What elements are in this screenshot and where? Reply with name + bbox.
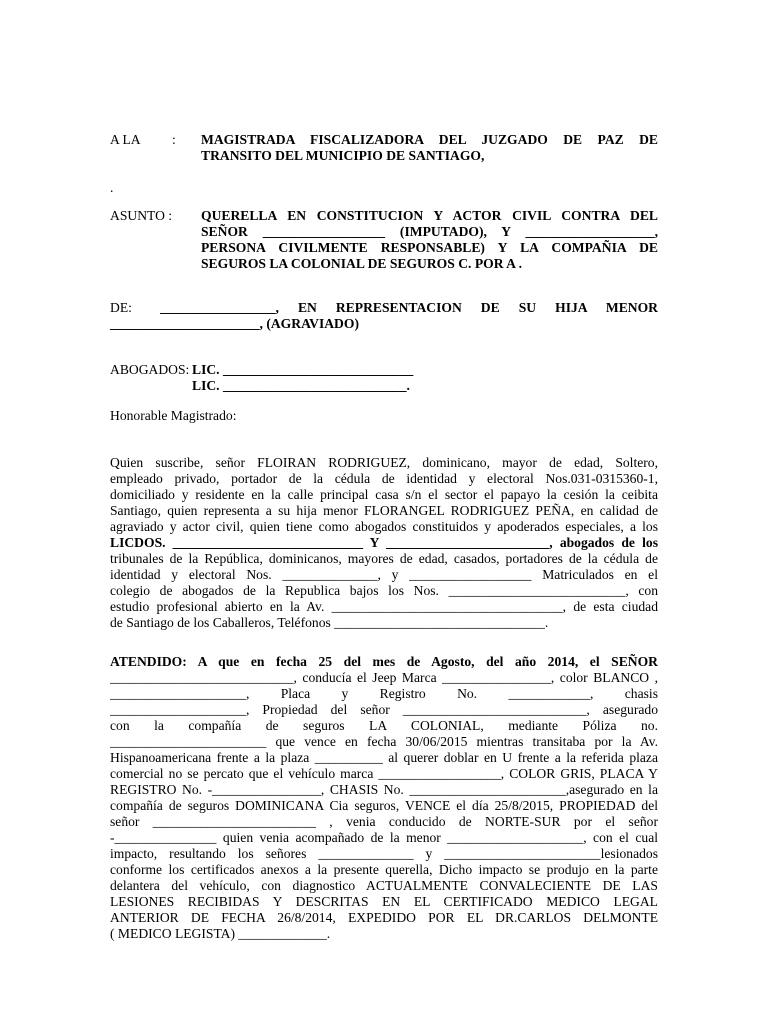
- subject-label: ASUNTO :: [110, 208, 173, 223]
- paragraph-line: -_______________ quien venia acompañado de la menor ____________________, con el cual: [110, 830, 658, 845]
- paragraph-line: identidad y electoral Nos. ______________, y __________________ Matriculados en el: [110, 567, 658, 582]
- paragraph-line: con la compañía de seguros LA COLONIAL, mediante Póliza no.: [110, 718, 658, 733]
- paragraph-line: compañía de seguros DOMINICANA Cia seguros, VENCE el día 25/8/2015, PROPIEDAD del: [110, 798, 658, 813]
- subject-text: [201, 208, 658, 272]
- paragraph-line: tribunales de la República, dominicanos, mayores de edad, casados, portadores de la cédula de: [110, 551, 658, 566]
- paragraph-line: REGISTRO No. -________________, CHASIS No. _______________________,asegurado en la: [110, 782, 658, 797]
- paragraph-line: Santiago, quien representa a su hija menor FLORANGEL RODRIGUEZ PEÑA, en calidad de: [110, 503, 658, 518]
- lawyer-line: LIC. ____________________________: [192, 362, 414, 377]
- lawyers-label: ABOGADOS:: [110, 362, 190, 377]
- addressee-colon: :: [172, 132, 176, 147]
- paragraph-line: estudio profesional abierto en la Av. __________________________________, de esta ciudad: [110, 599, 658, 614]
- from-label: DE:: [110, 300, 132, 315]
- addressee-line: MAGISTRADA FISCALIZADORA DEL JUZGADO DE PAZ DE: [201, 132, 658, 147]
- addressee-line: TRANSITO DEL MUNICIPIO DE SANTIAGO,: [201, 148, 485, 163]
- subject-line: SEÑOR __________________ (IMPUTADO), Y ___________________,: [201, 224, 658, 239]
- paragraph-line: ___________________________, conducía el Jeep Marca ________________, color BLANCO ,: [110, 670, 658, 685]
- paragraph-line: colegio de abogados de la Republica bajos los Nos. __________________________, con: [110, 583, 658, 598]
- paragraph-line: señor ________________________ , venia conducido de NORTE-SUR por el señor: [110, 814, 658, 829]
- paragraph-line: LESIONES RECIBIDAS Y DESCRITAS EN EL CERTIFICADO MEDICO LEGAL: [110, 894, 658, 909]
- addressee-label: A LA: [110, 132, 141, 147]
- paragraph-line: domiciliado y residente en la calle principal casa s/n el sector el papayo la cesión la ceibita: [110, 487, 658, 502]
- paragraph-atendido: [110, 654, 658, 942]
- from-line: ______________________, (AGRAVIADO): [110, 316, 359, 331]
- paragraph-line: agraviado y actor civil, quien tiene como abogados constituidos y apoderados especiales, a los: [110, 519, 658, 534]
- paragraph-line: ( MEDICO LEGISTA) _____________.: [110, 926, 331, 941]
- paragraph-line: LICDOS. ____________________________ Y ________________________, abogados de los: [110, 535, 658, 550]
- paragraph-line: delantera del vehículo, con diagnostico ACTUALMENTE CONVALECIENTE DE LAS: [110, 878, 658, 893]
- paragraph-line: conforme los certificados anexos a la presente querella, Dicho impacto se produjo en la parte: [110, 862, 658, 877]
- paragraph-line: de Santiago de los Caballeros, Teléfonos _______________________________.: [110, 615, 549, 630]
- from-first-line: [160, 300, 658, 316]
- paragraph-line: impacto, resultando los señores ______________ y _______________________lesionados: [110, 846, 658, 861]
- paragraph-line: ATENDIDO: A que en fecha 25 del mes de Agosto, del año 2014, el SEÑOR: [110, 654, 658, 669]
- subject-line: SEGUROS LA COLONIAL DE SEGUROS C. POR A .: [201, 256, 523, 271]
- paragraph-line: empleado privado, portador de la cédula de identidad y electoral Nos.031-0315360-1,: [110, 471, 658, 486]
- subject-line: PERSONA CIVILMENTE RESPONSABLE) Y LA COMPAÑIA DE: [201, 240, 658, 255]
- addressee-text: [201, 132, 658, 164]
- paragraph-line: ____________________, Placa y Registro No. ____________, chasis: [110, 686, 658, 701]
- separator-dot: .: [110, 180, 114, 195]
- paragraph-line: ANTERIOR DE FECHA 26/8/2014, EXPEDIDO POR EL DR.CARLOS DELMONTE: [110, 910, 658, 925]
- subject-line: QUERELLA EN CONSTITUCION Y ACTOR CIVIL CONTRA DEL: [201, 208, 658, 223]
- paragraph-line: ____________________, Propiedad del señor ___________________________, asegurado: [110, 702, 658, 717]
- from-second-line: [110, 316, 658, 332]
- salutation: Honorable Magistrado:: [110, 408, 237, 423]
- paragraph-intro: [110, 455, 658, 631]
- from-line: _________________, EN REPRESENTACION DE SU HIJA MENOR: [160, 300, 658, 315]
- paragraph-line: _______________________ que vence en fecha 30/06/2015 mientras transitaba por la Av.: [110, 734, 658, 749]
- paragraph-line: comercial no se percato que el vehículo marca __________________, COLOR GRIS, PLACA Y: [110, 766, 658, 781]
- paragraph-line: Quien suscribe, señor FLOIRAN RODRIGUEZ, dominicano, mayor de edad, Soltero,: [110, 455, 658, 470]
- paragraph-line: Hispanoamericana frente a la plaza __________ al querer doblar en U frente a la referida plaza: [110, 750, 658, 765]
- lawyer-line: LIC. ___________________________.: [192, 378, 410, 393]
